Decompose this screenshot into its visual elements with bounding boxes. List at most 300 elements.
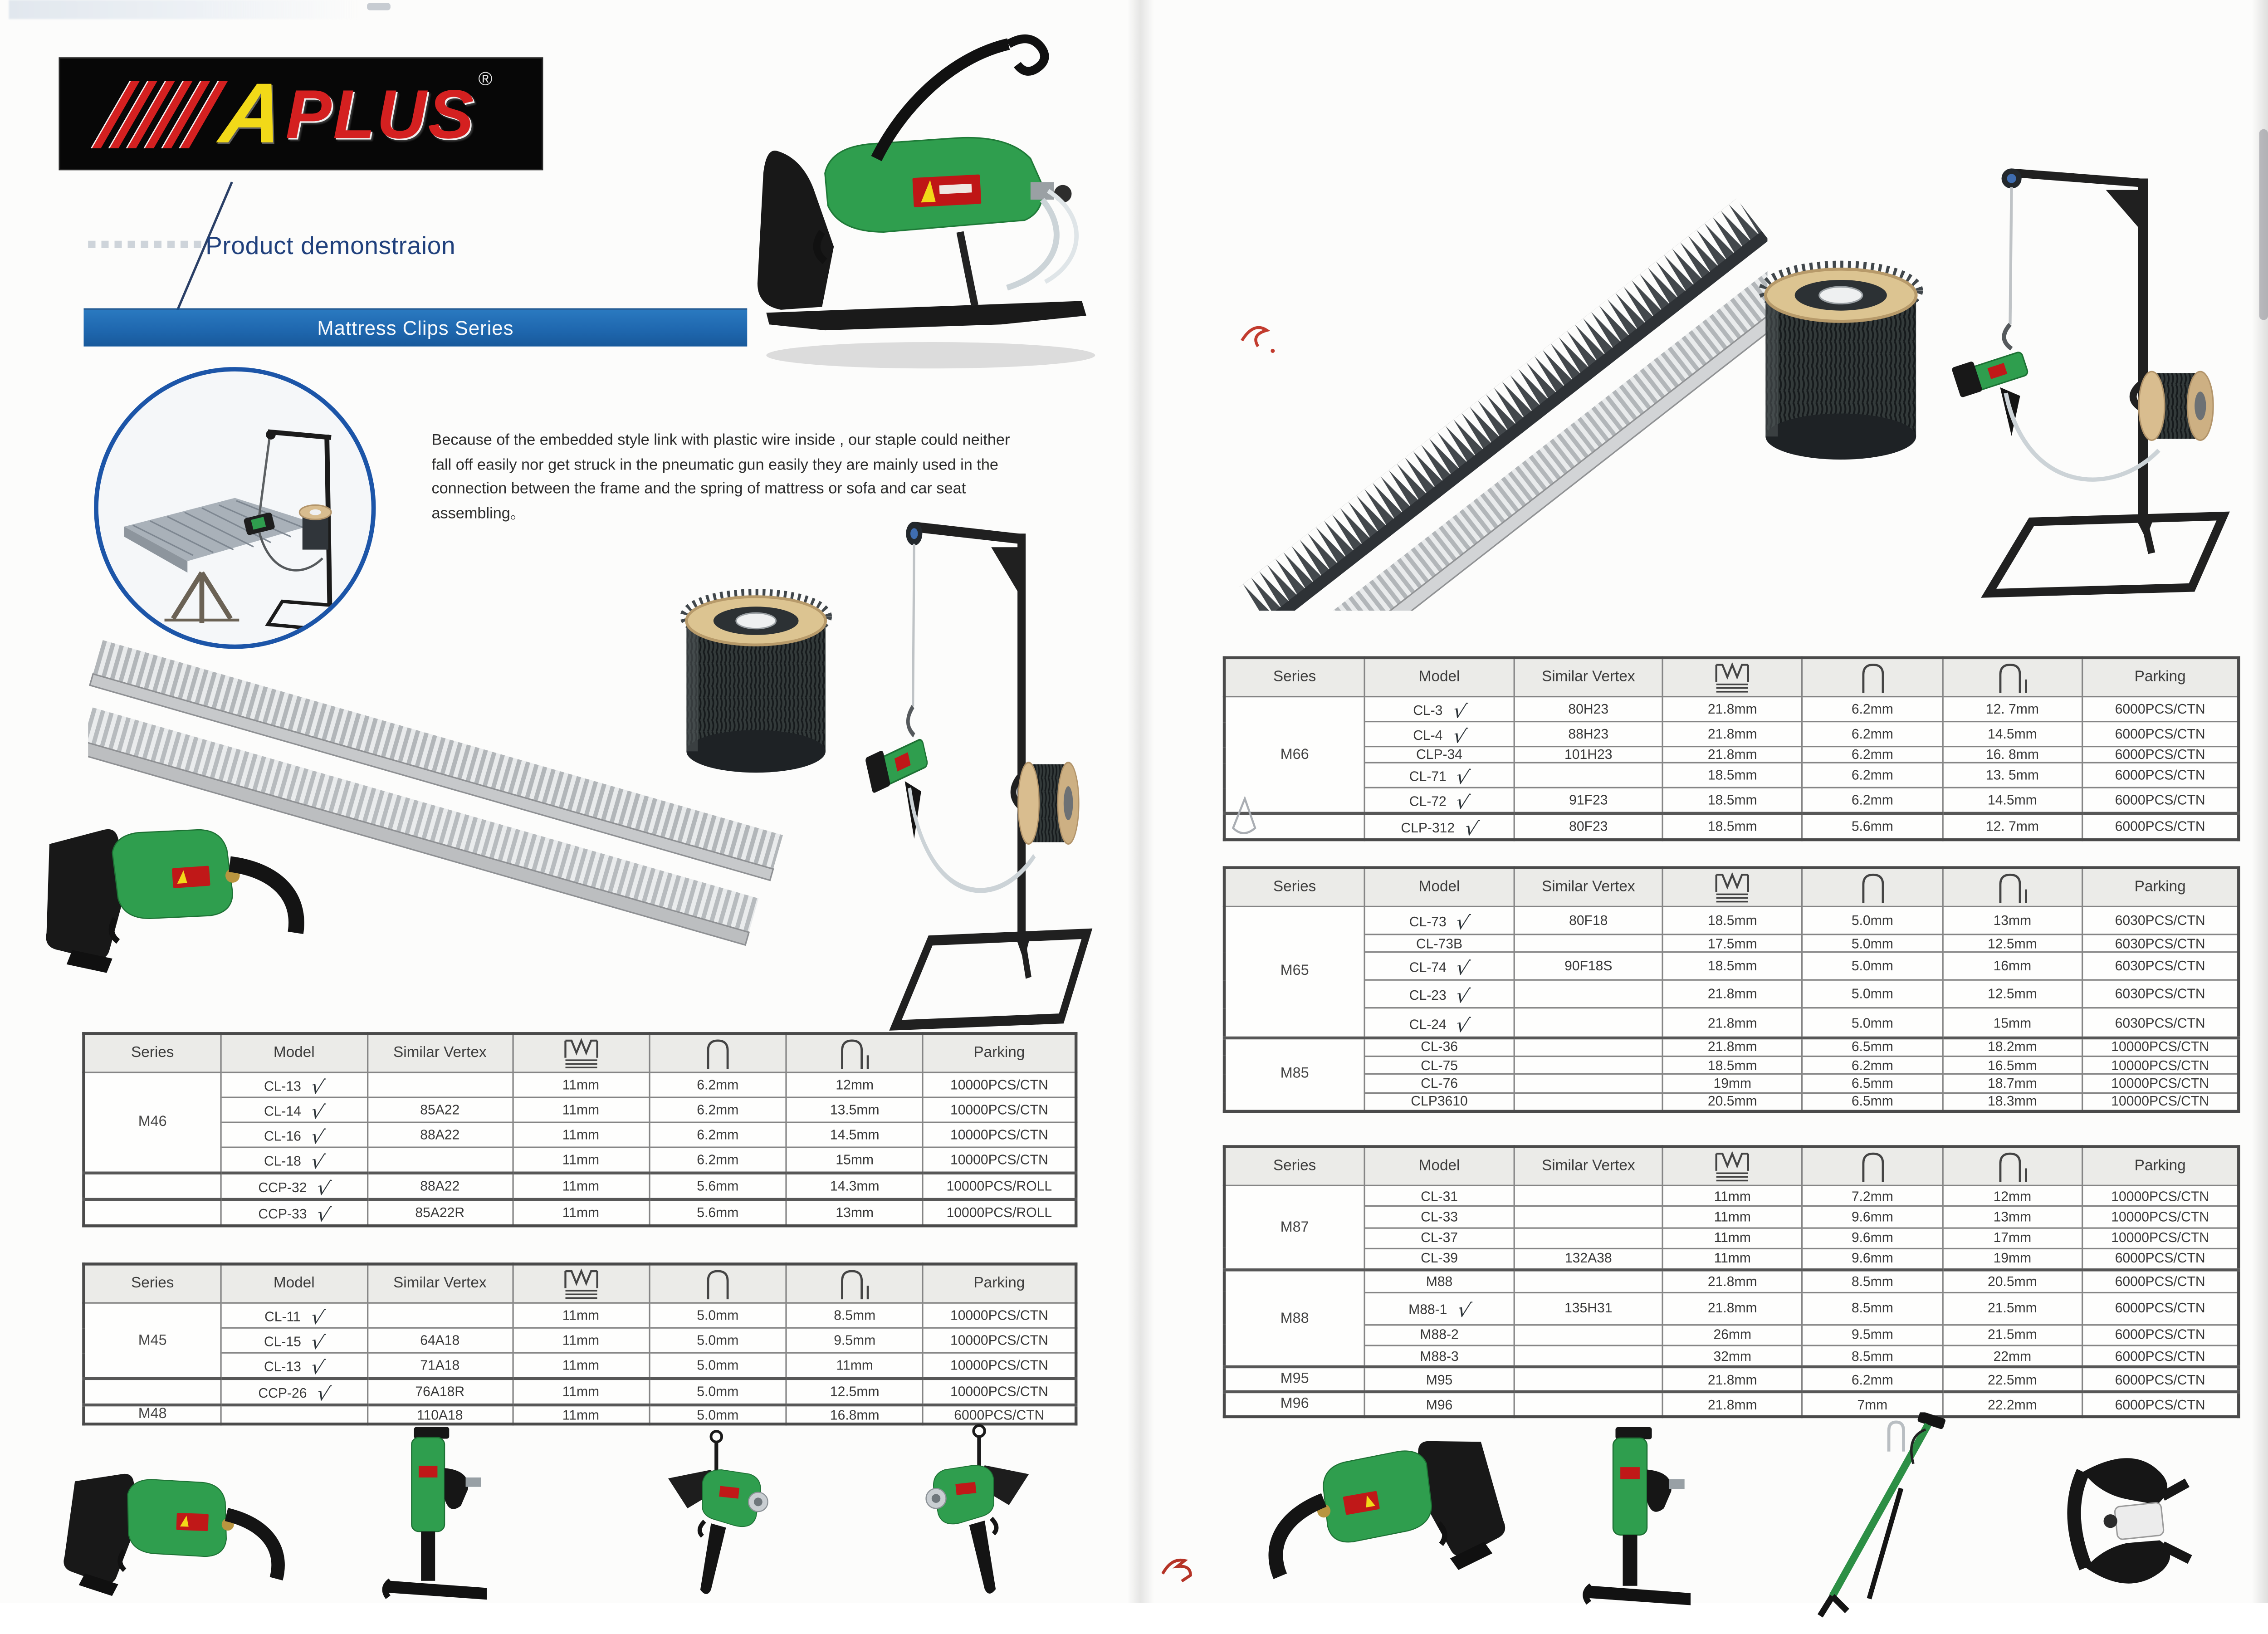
handwritten-check: √ xyxy=(308,1356,327,1381)
series-cell: M88 xyxy=(1224,1270,1364,1367)
leg-length-cell: 17mm xyxy=(1942,1228,2082,1248)
handwritten-check: √ xyxy=(308,1150,327,1175)
similar-vertex-cell: 90F18S xyxy=(1515,953,1662,981)
parking-cell: 10000PCS/CTN xyxy=(2082,1092,2239,1111)
leg-length-cell: 15mm xyxy=(786,1147,923,1173)
crown-width-cell: 21.8mm xyxy=(1662,1392,1803,1417)
crown-width-cell: 11mm xyxy=(513,1173,650,1199)
handwritten-check: √ xyxy=(1454,766,1472,791)
parking-cell: 10000PCS/CTN xyxy=(923,1122,1076,1147)
crown-width-cell: 26mm xyxy=(1662,1324,1803,1345)
crown-width-cell: 11mm xyxy=(513,1072,650,1097)
series-banner xyxy=(83,308,747,347)
parking-cell: 10000PCS/CTN xyxy=(923,1072,1076,1097)
inner-width-cell: 6.2mm xyxy=(1803,722,1943,747)
inner-width-cell: 8.5mm xyxy=(1803,1345,1943,1367)
model-cell: M88-1 √ xyxy=(1364,1292,1515,1324)
page-fold xyxy=(1127,0,1154,1603)
leg-length-cell: 22.5mm xyxy=(1942,1367,2082,1392)
crown-width-cell: 18.5mm xyxy=(1662,788,1803,813)
column-header: Similar Vertex xyxy=(1515,658,1662,697)
crown-width-cell: 11mm xyxy=(513,1328,650,1353)
column-header: Model xyxy=(1364,1147,1515,1186)
similar-vertex-cell: 91F23 xyxy=(1515,788,1662,813)
crown-width-cell: 11mm xyxy=(513,1097,650,1122)
clip-coil-large-photo xyxy=(1741,232,1941,484)
crown-width-cell: 21.8mm xyxy=(1662,747,1803,763)
handwritten-check: √ xyxy=(1454,985,1472,1010)
inner-width-cell: 5.6mm xyxy=(649,1199,786,1226)
staple-leg-length-icon xyxy=(1942,658,2082,697)
parking-cell: 6030PCS/CTN xyxy=(2082,906,2239,934)
model-cell: CL-39 xyxy=(1364,1248,1515,1270)
inner-width-cell: 5.6mm xyxy=(1803,813,1943,840)
inner-width-cell: 6.2mm xyxy=(1803,1367,1943,1392)
model-cell: CL-23 √ xyxy=(1364,981,1515,1009)
series-cell: M45 xyxy=(83,1303,220,1379)
crown-width-cell: 11mm xyxy=(513,1303,650,1328)
similar-vertex-cell: 80F18 xyxy=(1515,906,1662,934)
clinch-gun-photo xyxy=(863,1421,1095,1609)
similar-vertex-cell: 135H31 xyxy=(1515,1292,1662,1324)
crown-width-cell: 21.8mm xyxy=(1662,722,1803,747)
model-cell: CCP-26 √ xyxy=(220,1379,367,1405)
inner-width-cell: 8.5mm xyxy=(1803,1292,1943,1324)
similar-vertex-cell xyxy=(1515,1185,1662,1206)
clinch-gun-photo xyxy=(605,1427,828,1609)
description-line: fall off easily nor get struck in the pneumatic gun easily they are mainly used in the xyxy=(431,455,999,474)
inner-width-cell: 5.0mm xyxy=(649,1328,786,1353)
spec-table-m46 xyxy=(82,1032,1077,1228)
parking-cell: 6030PCS/CTN xyxy=(2082,1008,2239,1037)
similar-vertex-cell xyxy=(1515,1206,1662,1227)
parking-cell: 6000PCS/CTN xyxy=(2082,1324,2239,1345)
parking-cell: 6000PCS/CTN xyxy=(2082,747,2239,763)
similar-vertex-cell xyxy=(367,1147,512,1173)
similar-vertex-cell: 85A22R xyxy=(367,1199,512,1226)
staple-leg-length-icon xyxy=(786,1033,923,1072)
series-cell: M46 xyxy=(83,1072,220,1173)
similar-vertex-cell xyxy=(1515,981,1662,1009)
crown-width-icon xyxy=(1662,658,1803,697)
leg-length-cell: 14.5mm xyxy=(786,1122,923,1147)
clinch-gun-photo xyxy=(29,810,316,986)
similar-vertex-cell xyxy=(1515,1367,1662,1392)
inner-width-cell: 7mm xyxy=(1803,1392,1943,1417)
clinch-gun-photo xyxy=(44,1453,305,1624)
pencil-doodle xyxy=(1227,793,1263,837)
crown-width-cell: 20.5mm xyxy=(1662,1092,1803,1111)
similar-vertex-cell xyxy=(1515,1392,1662,1417)
leg-length-cell: 12. 7mm xyxy=(1942,813,2082,840)
column-header: Model xyxy=(220,1264,367,1303)
series-cell: M95 xyxy=(1224,1367,1364,1392)
inner-width-cell: 6.2mm xyxy=(1803,697,1943,722)
parking-cell: 6030PCS/CTN xyxy=(2082,953,2239,981)
staple-inner-width-icon xyxy=(649,1264,786,1303)
similar-vertex-cell: 85A22 xyxy=(367,1097,512,1122)
model-cell: CCP-32 √ xyxy=(220,1173,367,1199)
description-line: assembling。 xyxy=(431,504,526,522)
crown-width-cell: 18.5mm xyxy=(1662,1056,1803,1074)
inner-width-cell: 6.2mm xyxy=(649,1122,786,1147)
parking-cell: 10000PCS/CTN xyxy=(2082,1206,2239,1227)
series-banner-label: Mattress Clips Series xyxy=(317,317,514,339)
similar-vertex-cell: 80H23 xyxy=(1515,697,1662,722)
model-cell: CL-36 xyxy=(1364,1037,1515,1057)
crown-width-cell: 11mm xyxy=(1662,1185,1803,1206)
series-cell: M65 xyxy=(1224,906,1364,1037)
crown-width-cell: 21.8mm xyxy=(1662,1367,1803,1392)
leg-length-cell: 22mm xyxy=(1942,1345,2082,1367)
series-cell xyxy=(83,1173,220,1199)
column-header: Parking xyxy=(2082,658,2239,697)
similar-vertex-cell: 80F23 xyxy=(1515,813,1662,840)
crown-width-cell: 21.8mm xyxy=(1662,1270,1803,1292)
model-cell: CL-37 xyxy=(1364,1228,1515,1248)
inner-width-cell: 5.0mm xyxy=(1803,981,1943,1009)
leg-length-cell: 22.2mm xyxy=(1942,1392,2082,1417)
column-header: Parking xyxy=(2082,868,2239,907)
crown-width-cell: 11mm xyxy=(513,1405,650,1424)
model-cell: M95 xyxy=(1364,1367,1515,1392)
inner-width-cell: 9.5mm xyxy=(1803,1324,1943,1345)
parking-cell: 6000PCS/CTN xyxy=(2082,1270,2239,1292)
similar-vertex-cell xyxy=(1515,763,1662,788)
clip-coil-photo xyxy=(660,572,851,785)
inner-width-cell: 5.0mm xyxy=(1803,1008,1943,1037)
handwritten-check: √ xyxy=(314,1382,332,1407)
leg-length-cell: 12mm xyxy=(1942,1185,2082,1206)
inner-width-cell: 8.5mm xyxy=(1803,1270,1943,1292)
dispenser-stand-photo xyxy=(1923,156,2243,599)
inner-width-cell: 5.6mm xyxy=(649,1173,786,1199)
crown-width-cell: 11mm xyxy=(513,1122,650,1147)
leg-length-cell: 12. 7mm xyxy=(1942,697,2082,722)
model-cell: CL-13 √ xyxy=(220,1072,367,1097)
crown-width-cell: 21.8mm xyxy=(1662,697,1803,722)
similar-vertex-cell xyxy=(367,1303,512,1328)
leg-length-cell: 18.3mm xyxy=(1942,1092,2082,1111)
inner-width-cell: 6.5mm xyxy=(1803,1037,1943,1057)
column-header: Model xyxy=(1364,868,1515,907)
similar-vertex-cell: 132A38 xyxy=(1515,1248,1662,1270)
column-header: Model xyxy=(220,1033,367,1072)
model-cell: CL-76 xyxy=(1364,1074,1515,1092)
clip-strips-large-photo xyxy=(1212,144,1767,611)
handwritten-check: √ xyxy=(308,1125,327,1150)
parking-cell: 10000PCS/CTN xyxy=(923,1147,1076,1173)
page-edge-mark xyxy=(2259,129,2268,320)
crown-width-cell: 11mm xyxy=(513,1147,650,1173)
column-header: Series xyxy=(83,1264,220,1303)
handwritten-check: √ xyxy=(1450,700,1468,724)
handwritten-check: √ xyxy=(308,1075,327,1101)
pneumatic-gun-photo xyxy=(737,12,1130,382)
clinch-gun-photo xyxy=(335,1421,540,1609)
staple-leg-length-icon xyxy=(1942,1147,2082,1186)
model-cell: CL-18 √ xyxy=(220,1147,367,1173)
similar-vertex-cell: 101H23 xyxy=(1515,747,1662,763)
inner-width-cell: 9.6mm xyxy=(1803,1248,1943,1270)
crown-width-cell: 21.8mm xyxy=(1662,981,1803,1009)
similar-vertex-cell xyxy=(1515,1074,1662,1092)
inner-width-cell: 5.0mm xyxy=(649,1353,786,1379)
column-header: Parking xyxy=(2082,1147,2239,1186)
model-cell: CLP-312 √ xyxy=(1364,813,1515,840)
similar-vertex-cell: 76A18R xyxy=(367,1379,512,1405)
model-cell: CCP-33 √ xyxy=(220,1199,367,1226)
logo-letter-a: A xyxy=(214,65,289,161)
inner-width-cell: 5.0mm xyxy=(1803,934,1943,953)
crown-width-cell: 21.8mm xyxy=(1662,1008,1803,1037)
crown-width-cell: 18.5mm xyxy=(1662,906,1803,934)
similar-vertex-cell: 88A22 xyxy=(367,1173,512,1199)
parking-cell: 6000PCS/CTN xyxy=(923,1405,1076,1424)
model-cell: M88 xyxy=(1364,1270,1515,1292)
leg-length-cell: 13mm xyxy=(1942,906,2082,934)
aplus-logo xyxy=(60,59,542,169)
inner-width-cell: 7.2mm xyxy=(1803,1185,1943,1206)
handwritten-check: √ xyxy=(1455,1299,1473,1324)
description-line: connection between the frame and the spring of mattress or sofa and car seat xyxy=(431,480,966,498)
red-pen-mark xyxy=(1157,1550,1207,1588)
parking-cell: 10000PCS/CTN xyxy=(923,1097,1076,1122)
model-cell: CL-13 √ xyxy=(220,1353,367,1379)
clinch-gun-photo xyxy=(1234,1402,1532,1634)
leg-length-cell: 16.8mm xyxy=(786,1405,923,1424)
parking-cell: 6030PCS/CTN xyxy=(2082,981,2239,1009)
model-cell: M88-3 xyxy=(1364,1345,1515,1367)
inner-width-cell: 6.2mm xyxy=(649,1147,786,1173)
crown-width-cell: 11mm xyxy=(1662,1206,1803,1227)
column-header: Similar Vertex xyxy=(1515,1147,1662,1186)
staple-inner-width-icon xyxy=(1803,658,1943,697)
stapler-tool-photo xyxy=(1553,1421,1726,1615)
crown-width-cell: 21.8mm xyxy=(1662,1292,1803,1324)
crown-width-cell: 11mm xyxy=(513,1353,650,1379)
crown-width-cell: 18.5mm xyxy=(1662,953,1803,981)
series-cell: M66 xyxy=(1224,697,1364,813)
crown-width-cell: 21.8mm xyxy=(1662,1037,1803,1057)
similar-vertex-cell: 110A18 xyxy=(367,1405,512,1424)
staple-leg-length-icon xyxy=(786,1264,923,1303)
spec-table-m87-m88-m95-m96 xyxy=(1223,1145,2240,1418)
model-cell: M88-2 xyxy=(1364,1324,1515,1345)
handwritten-check: √ xyxy=(1450,724,1468,749)
plier-tool-photo xyxy=(2028,1442,2219,1606)
similar-vertex-cell xyxy=(1515,1324,1662,1345)
parking-cell: 10000PCS/ROLL xyxy=(923,1173,1076,1199)
inner-width-cell: 6.2mm xyxy=(649,1097,786,1122)
column-header: Series xyxy=(1224,658,1364,697)
handwritten-check: √ xyxy=(314,1203,332,1228)
red-pen-mark xyxy=(1237,311,1287,361)
leg-length-cell: 12.5mm xyxy=(1942,934,2082,953)
inner-width-cell: 5.0mm xyxy=(649,1379,786,1405)
page-title: Product demonstraion xyxy=(205,232,456,260)
model-cell: CL-4 √ xyxy=(1364,722,1515,747)
similar-vertex-cell: 64A18 xyxy=(367,1328,512,1353)
crown-width-icon xyxy=(513,1264,650,1303)
leg-length-cell: 16.5mm xyxy=(1942,1056,2082,1074)
model-cell: CLP3610 xyxy=(1364,1092,1515,1111)
column-header: Similar Vertex xyxy=(367,1264,512,1303)
model-cell: CL-14 √ xyxy=(220,1097,367,1122)
handwritten-check: √ xyxy=(314,1177,332,1202)
parking-cell: 6030PCS/CTN xyxy=(2082,934,2239,953)
crown-width-cell: 11mm xyxy=(513,1199,650,1226)
model-cell: CL-16 √ xyxy=(220,1122,367,1147)
parking-cell: 6000PCS/CTN xyxy=(2082,1292,2239,1324)
leg-length-cell: 8.5mm xyxy=(786,1303,923,1328)
leg-length-cell: 12.5mm xyxy=(786,1379,923,1405)
inner-width-cell: 5.0mm xyxy=(649,1405,786,1424)
similar-vertex-cell xyxy=(1515,1056,1662,1074)
leg-length-cell: 12mm xyxy=(786,1072,923,1097)
model-cell: CL-71 √ xyxy=(1364,763,1515,788)
leg-length-cell: 11mm xyxy=(786,1353,923,1379)
leg-length-cell: 20.5mm xyxy=(1942,1270,2082,1292)
series-cell xyxy=(83,1379,220,1405)
parking-cell: 10000PCS/CTN xyxy=(2082,1037,2239,1057)
registered-mark: ® xyxy=(478,67,493,90)
leg-length-cell: 14.5mm xyxy=(1942,788,2082,813)
staple-inner-width-icon xyxy=(649,1033,786,1072)
description-line: Because of the embedded style link with plastic wire inside , our staple could neither xyxy=(431,431,1010,450)
model-cell: CL-15 √ xyxy=(220,1328,367,1353)
handwritten-check: √ xyxy=(1462,817,1481,842)
model-cell: CL-33 xyxy=(1364,1206,1515,1227)
similar-vertex-cell: 88H23 xyxy=(1515,722,1662,747)
inner-width-cell: 9.6mm xyxy=(1803,1206,1943,1227)
model-cell: CL-73B xyxy=(1364,934,1515,953)
leg-length-cell: 21.5mm xyxy=(1942,1292,2082,1324)
model-cell: CL-3 √ xyxy=(1364,697,1515,722)
inner-width-cell: 6.2mm xyxy=(1803,788,1943,813)
model-cell: M96 xyxy=(1364,1392,1515,1417)
leg-length-cell: 13mm xyxy=(1942,1206,2082,1227)
crown-width-cell: 32mm xyxy=(1662,1345,1803,1367)
inner-width-cell: 5.0mm xyxy=(1803,906,1943,934)
similar-vertex-cell xyxy=(1515,1228,1662,1248)
similar-vertex-cell xyxy=(1515,934,1662,953)
crown-width-cell: 11mm xyxy=(513,1379,650,1405)
staple-leg-length-icon xyxy=(1942,868,2082,907)
leg-length-cell: 14.3mm xyxy=(786,1173,923,1199)
model-cell: CL-24 √ xyxy=(1364,1008,1515,1037)
parking-cell: 10000PCS/CTN xyxy=(923,1379,1076,1405)
leg-length-cell: 18.7mm xyxy=(1942,1074,2082,1092)
series-cell: M87 xyxy=(1224,1185,1364,1270)
crown-width-cell: 18.5mm xyxy=(1662,813,1803,840)
spec-table-m65-m85 xyxy=(1223,866,2240,1113)
column-header: Series xyxy=(83,1033,220,1072)
similar-vertex-cell xyxy=(1515,1008,1662,1037)
parking-cell: 6000PCS/CTN xyxy=(2082,722,2239,747)
crown-width-cell: 17.5mm xyxy=(1662,934,1803,953)
scan-smudge xyxy=(9,0,361,19)
handwritten-check: √ xyxy=(1454,1013,1472,1038)
leg-length-cell: 12.5mm xyxy=(1942,981,2082,1009)
series-cell xyxy=(83,1199,220,1226)
column-header: Parking xyxy=(923,1264,1076,1303)
column-header: Series xyxy=(1224,1147,1364,1186)
inner-width-cell: 5.0mm xyxy=(1803,953,1943,981)
parking-cell: 6000PCS/CTN xyxy=(2082,813,2239,840)
crown-width-icon xyxy=(1662,1147,1803,1186)
leg-length-cell: 15mm xyxy=(1942,1008,2082,1037)
dispenser-stand-photo xyxy=(844,507,1101,1032)
inner-width-cell: 6.2mm xyxy=(649,1072,786,1097)
series-cell: M85 xyxy=(1224,1037,1364,1111)
similar-vertex-cell xyxy=(1515,1037,1662,1057)
scan-mark xyxy=(367,3,391,10)
leg-length-cell: 14.5mm xyxy=(1942,722,2082,747)
leg-length-cell: 13. 5mm xyxy=(1942,763,2082,788)
model-cell: CL-11 √ xyxy=(220,1303,367,1328)
similar-vertex-cell xyxy=(1515,1092,1662,1111)
spec-table-m66 xyxy=(1223,656,2240,842)
inner-width-cell: 5.0mm xyxy=(649,1303,786,1328)
pole-tool-photo xyxy=(1762,1412,1989,1621)
leg-length-cell: 16mm xyxy=(1942,953,2082,981)
leg-length-cell: 18.2mm xyxy=(1942,1037,2082,1057)
parking-cell: 6000PCS/CTN xyxy=(2082,1248,2239,1270)
handwritten-check: √ xyxy=(308,1101,327,1125)
column-header: Similar Vertex xyxy=(1515,868,1662,907)
spec-table-m45-m48 xyxy=(82,1262,1077,1423)
series-cell: M48 xyxy=(83,1405,220,1424)
crown-width-cell: 11mm xyxy=(1662,1248,1803,1270)
staple-inner-width-icon xyxy=(1803,868,1943,907)
column-header: Similar Vertex xyxy=(367,1033,512,1072)
handwritten-check: √ xyxy=(308,1306,327,1331)
parking-cell: 10000PCS/CTN xyxy=(2082,1074,2239,1092)
similar-vertex-cell xyxy=(367,1072,512,1097)
model-cell: CL-75 xyxy=(1364,1056,1515,1074)
parking-cell: 10000PCS/ROLL xyxy=(923,1199,1076,1226)
parking-cell: 6000PCS/CTN xyxy=(2082,763,2239,788)
parking-cell: 10000PCS/CTN xyxy=(923,1303,1076,1328)
series-cell: M96 xyxy=(1224,1392,1364,1417)
handwritten-check: √ xyxy=(1454,791,1472,816)
similar-vertex-cell: 88A22 xyxy=(367,1122,512,1147)
leg-length-cell: 19mm xyxy=(1942,1248,2082,1270)
parking-cell: 10000PCS/CTN xyxy=(2082,1056,2239,1074)
parking-cell: 10000PCS/CTN xyxy=(923,1328,1076,1353)
inner-width-cell: 9.6mm xyxy=(1803,1228,1943,1248)
inner-width-cell: 6.2mm xyxy=(1803,763,1943,788)
inner-width-cell: 6.5mm xyxy=(1803,1074,1943,1092)
parking-cell: 6000PCS/CTN xyxy=(2082,788,2239,813)
model-cell: CLP-34 xyxy=(1364,747,1515,763)
crown-width-icon xyxy=(513,1033,650,1072)
parking-cell: 6000PCS/CTN xyxy=(2082,697,2239,722)
inner-width-cell: 6.2mm xyxy=(1803,747,1943,763)
crown-width-cell: 11mm xyxy=(1662,1228,1803,1248)
logo-stripes-icon xyxy=(109,80,215,147)
column-header: Model xyxy=(1364,658,1515,697)
crown-width-cell: 18.5mm xyxy=(1662,763,1803,788)
model-cell: CL-31 xyxy=(1364,1185,1515,1206)
leg-length-cell: 21.5mm xyxy=(1942,1324,2082,1345)
leg-length-cell: 13.5mm xyxy=(786,1097,923,1122)
parking-cell: 10000PCS/CTN xyxy=(2082,1228,2239,1248)
parking-cell: 10000PCS/CTN xyxy=(2082,1185,2239,1206)
similar-vertex-cell xyxy=(1515,1270,1662,1292)
parking-cell: 6000PCS/CTN xyxy=(2082,1392,2239,1417)
